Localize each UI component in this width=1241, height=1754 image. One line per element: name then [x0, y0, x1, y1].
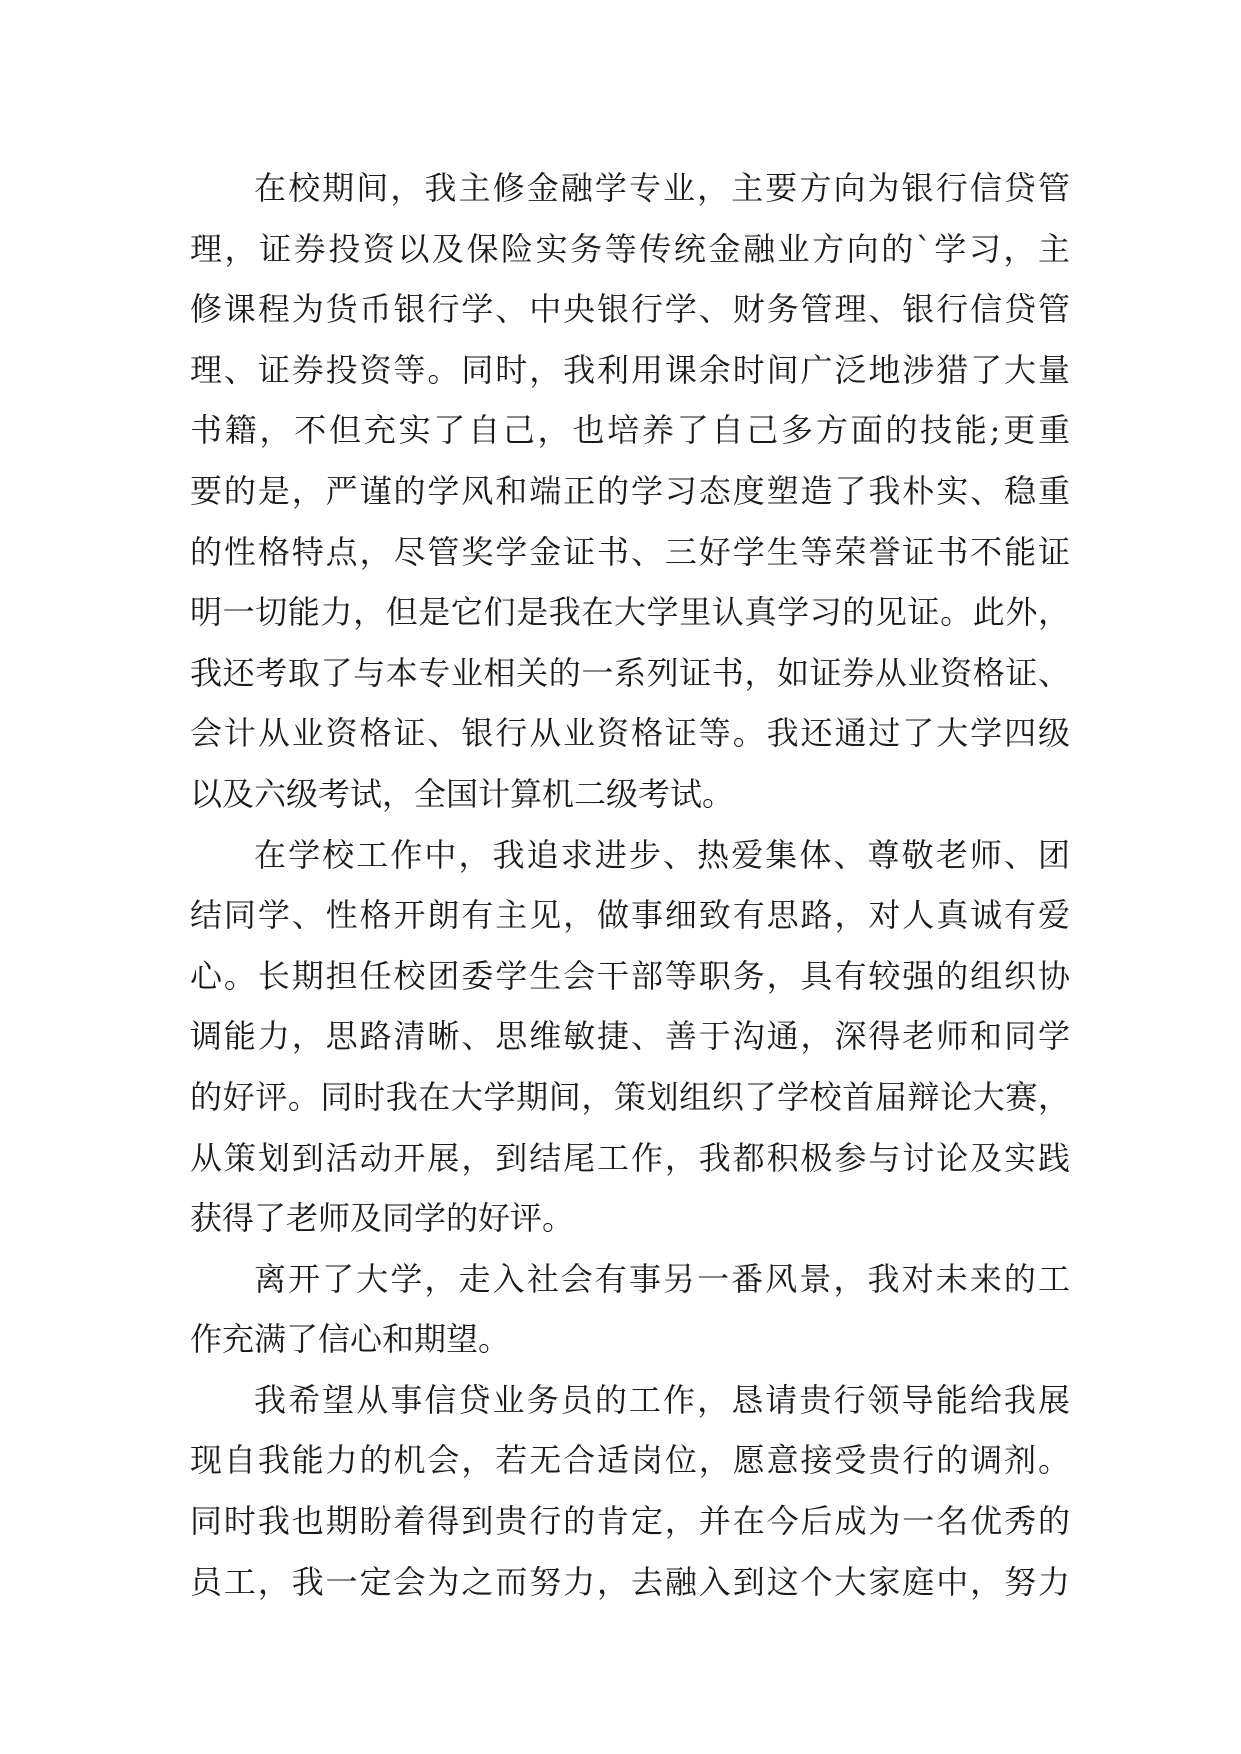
paragraph-line: 同时我也期盼着得到贵行的肯定，并在今后成为一名优秀的	[190, 1502, 1070, 1541]
paragraph-application	[190, 1370, 1070, 1612]
paragraph-line: 从策划到活动开展，到结尾工作，我都积极参与讨论及实践	[190, 1138, 1070, 1177]
paragraph-line: 以及六级考试，全国计算机二级考试。	[190, 774, 735, 813]
body-text	[190, 158, 1070, 1612]
paragraph-line: 心。长期担任校团委学生会干部等职务，具有较强的组织协	[190, 956, 1070, 995]
paragraph-line: 我还考取了与本专业相关的一系列证书，如证券从业资格证、	[190, 653, 1070, 692]
paragraph-line: 明一切能力，但是它们是我在大学里认真学习的见证。此外，	[190, 593, 1070, 632]
paragraph-line: 在校期间，我主修金融学专业，主要方向为银行信贷管	[254, 169, 1070, 207]
paragraph-studies	[190, 158, 1070, 825]
paragraph-line: 在学校工作中，我追求进步、热爱集体、尊敬老师、团	[254, 835, 1070, 874]
paragraph-future	[190, 1249, 1070, 1370]
paragraph-line: 结同学、性格开朗有主见，做事细致有思路，对人真诚有爱	[190, 896, 1070, 935]
paragraph-line: 的好评。同时我在大学期间，策划组织了学校首届辩论大赛，	[190, 1077, 1070, 1116]
paragraph-line: 作充满了信心和期望。	[190, 1320, 511, 1359]
paragraph-line: 获得了老师及同学的好评。	[190, 1199, 575, 1238]
paragraph-line: 书籍，不但充实了自己，也培养了自己多方面的技能;更重	[190, 411, 1070, 450]
paragraph-line: 离开了大学，走入社会有事另一番风景，我对未来的工	[254, 1259, 1070, 1298]
paragraph-line: 修课程为货币银行学、中央银行学、财务管理、银行信贷管	[190, 290, 1070, 329]
paragraph-school-work	[190, 825, 1070, 1249]
paragraph-line: 员工，我一定会为之而努力，去融入到这个大家庭中，努力	[190, 1562, 1070, 1601]
paragraph-line: 我希望从事信贷业务员的工作，恳请贵行领导能给我展	[254, 1380, 1070, 1419]
paragraph-line: 调能力，思路清晰、思维敏捷、善于沟通，深得老师和同学	[190, 1017, 1070, 1056]
paragraph-line: 理、证券投资等。同时，我利用课余时间广泛地涉猎了大量	[190, 350, 1070, 389]
paragraph-line: 要的是，严谨的学风和端正的学习态度塑造了我朴实、稳重	[190, 471, 1070, 510]
paragraph-line: 的性格特点，尽管奖学金证书、三好学生等荣誉证书不能证	[190, 532, 1070, 571]
paragraph-line: 现自我能力的机会，若无合适岗位，愿意接受贵行的调剂。	[190, 1441, 1070, 1480]
paragraph-line: 理，证券投资以及保险实务等传统金融业方向的`学习，主	[190, 229, 1070, 268]
paragraph-line: 会计从业资格证、银行从业资格证等。我还通过了大学四级	[190, 714, 1070, 753]
